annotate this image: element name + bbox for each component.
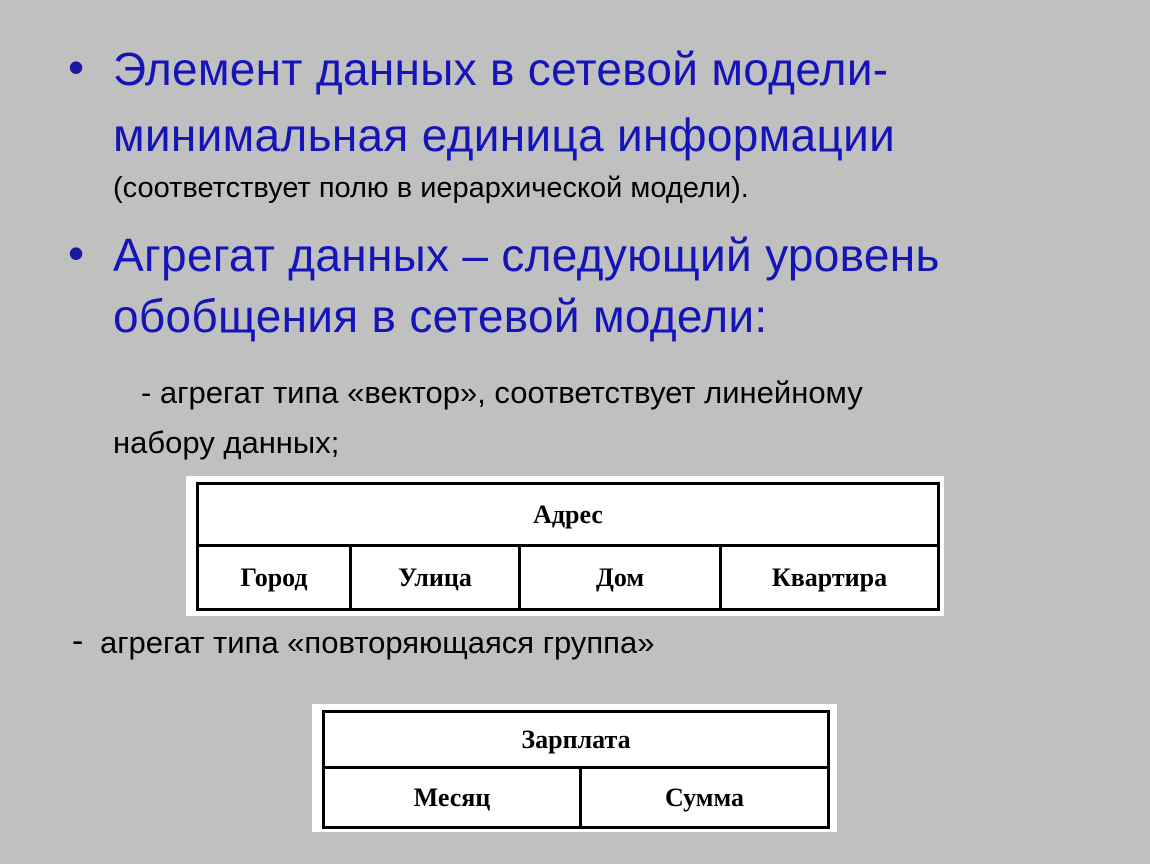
salary-table [322, 710, 830, 829]
address-column-house: Дом [520, 546, 721, 610]
address-column-apartment: Квартира [721, 546, 939, 610]
vector-aggregate-line-2: набору данных; [113, 425, 340, 460]
bullet-1-line-1: Элемент данных в сетевой модели- [113, 43, 889, 95]
vector-aggregate-line-1: - агрегат типа «вектор», соответствует линейному [141, 375, 863, 410]
bullet-dot-1: • [68, 41, 85, 93]
bullet-dot-2: • [68, 227, 85, 279]
salary-table-panel [312, 704, 837, 832]
salary-table-title: Зарплата [324, 712, 829, 768]
address-column-street: Улица [351, 546, 520, 610]
address-table-title: Адрес [198, 484, 939, 546]
bullet-1-note: (соответствует полю в иерархической модели). [113, 172, 749, 204]
group-dash: - [72, 622, 84, 660]
bullet-1-line-2: минимальная единица информации [113, 109, 896, 161]
bullet-2-line-2: обобщения в сетевой модели: [113, 290, 768, 342]
address-table-panel [186, 476, 944, 616]
group-aggregate-label: агрегат типа «повторяющаяся группа» [100, 625, 655, 660]
address-column-city: Город [198, 546, 351, 610]
salary-column-month: Месяц [324, 768, 581, 828]
salary-column-amount: Сумма [581, 768, 829, 828]
address-table [196, 482, 940, 611]
bullet-2-line-1: Агрегат данных – следующий уровень [113, 229, 940, 281]
